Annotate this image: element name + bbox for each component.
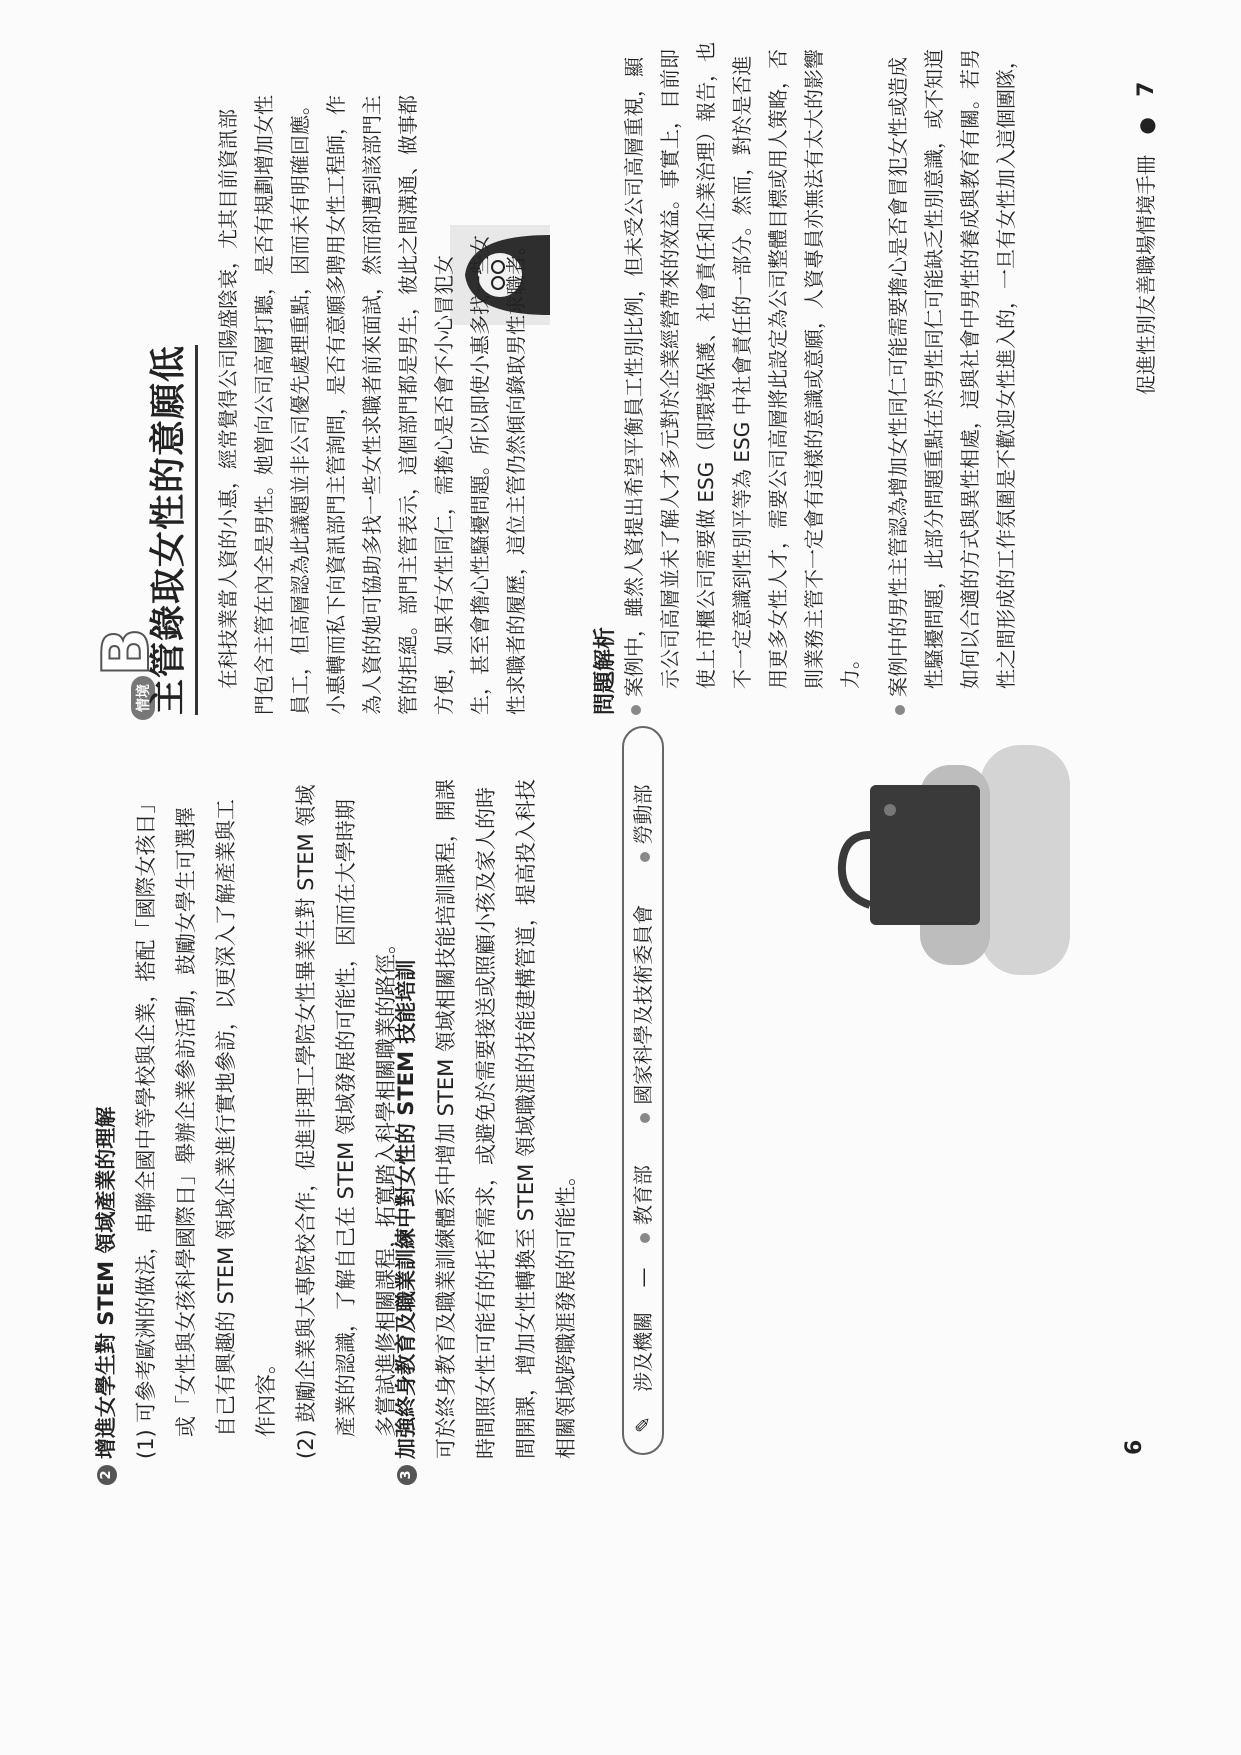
analysis-line: 則業務主管不一定會有這樣的意識或意願，人資專員亦無法有太大的影響力。 — [802, 49, 862, 689]
section-2-title: 增進女學生對 STEM 領域產業的理解 — [94, 1106, 118, 1459]
section-2-line: 或「女性與女孩科學國際日」舉辦企業參訪活動，鼓勵女學生可選擇 — [174, 807, 198, 1437]
footer-title-text: 促進性別友善職場情境手冊 — [1134, 155, 1158, 395]
analysis-line: 性騷擾問題，此部分問題重點在於男性同仁可能缺乏性別意識，或不知道 — [922, 49, 946, 689]
agencies-label: 涉及機關 — [631, 1311, 655, 1392]
scenario-line: 生，甚至會擔心性騷擾問題。所以即使小惠多找一些女 — [468, 235, 492, 715]
scenario-line: 性求職者的履歷，這位主管仍然傾向錄取男性求職者。 — [504, 235, 528, 715]
analysis-line: 如何以合適的方式與異性相處，這與社會中男性的養成與教育有關。若男 — [958, 49, 982, 689]
scenario-line: 管的拒絕。部門主管表示，這個部門都是男生，彼此之間溝通、做事都 — [396, 95, 420, 715]
section-2-heading — [86, 325, 126, 1485]
section-2-line: 作內容。 — [254, 1353, 278, 1437]
section-2-line: 多嘗試進修相關課程，拓寬踏入科學相關職業的路徑。 — [374, 933, 398, 1437]
scenario-line: 方便，如果有女性同仁，需擔心是否會不小心冒犯女 — [432, 255, 456, 715]
agency-item: 國家科學及技術委員會 — [631, 887, 655, 1123]
page-number-right: 7 — [1134, 81, 1159, 97]
section-number-badge: 3 — [397, 1465, 417, 1485]
analysis-line: 不一定意識到性別平等為 ESG 中社會責任的一部分。然而，對於是否進 — [730, 55, 754, 689]
footer-title — [1130, 82, 1159, 395]
section-2-line: (1) 可參考歐洲的做法，串聯全國中等學校與企業，搭配「國際女孩日」 — [134, 792, 158, 1459]
page-number-left: 6 — [1122, 1439, 1147, 1455]
analysis-line: 示公司高層並未了解人才多元對於企業經營帶來的效益。事實上，目前即 — [658, 49, 682, 689]
scenario-body — [210, 35, 534, 715]
pencil-icon: ✎ — [631, 1416, 655, 1433]
scenario-line: 門包含主管在內全是男性。她曾向公司高層打聽，是否有規劃增加女性 — [252, 95, 276, 715]
section-3-title: 加強終身教育及職業訓練中對女性的 STEM 技能培訓 — [394, 959, 418, 1459]
scenario-line: 小惠轉而私下向資訊部門主管詢問，是否有意願多聘用女性工程師，作 — [324, 95, 348, 715]
scenario-badge: 情境 — [131, 676, 155, 720]
section-3-line: 間開課，增加女性轉換至 STEM 領域職涯的技能建構管道，提高投入科技 — [514, 779, 538, 1459]
analysis-point-2 — [880, 35, 1024, 715]
scenario-line: 為人資的她可協助多找一些女性求職者前來面試，然而卻遭到該部門主 — [360, 95, 384, 715]
section-number-badge: 2 — [97, 1465, 117, 1485]
analysis-line: 案例中，雖然人資提出希望平衡員工性別比例，但未受公司高層重視，顯 — [616, 35, 652, 715]
section-2-line: 產業的認識，了解自己在 STEM 領域發展的可能性，因而在大學時期 — [334, 799, 358, 1437]
illustration-bag-legs — [830, 725, 1090, 985]
analysis-line: 使上市櫃公司需要做 ESG（即環境保護、社會責任和企業治理）報告，也 — [694, 41, 718, 689]
scenario-line: 在科技業當人資的小惠，經常覺得公司陽盛陰衰，尤其目前資訊部 — [216, 109, 240, 689]
agency-item: 勞動部 — [631, 766, 655, 862]
analysis-line: 用更多女性人才，需要公司高層將此設定為公司整體目標或用人策略，否 — [766, 49, 790, 689]
agencies-separator: — — [631, 1267, 655, 1288]
scenario-title: 主管錄取女性的意願低 — [140, 345, 198, 715]
footer-dot: ● — [1134, 117, 1158, 135]
analysis-body — [616, 35, 1024, 715]
agency-item: 教育部 — [631, 1147, 655, 1243]
analysis-point-1 — [616, 35, 868, 715]
scenario-letter: B — [90, 627, 164, 677]
analysis-line: 案例中的男性主管認為增加女性同仁可能需要擔心是否會冒犯女性或造成 — [880, 35, 916, 715]
analysis-title: 問題解析 — [593, 626, 618, 715]
analysis-line: 性之間形成的工作氛圍是不歡迎女性進入的，一旦有女性加入這個團隊， — [994, 49, 1018, 689]
section-3-line: 時間照女性可能有的托育需求，或避免於需要接送或照顧小孩及家人的時 — [474, 787, 498, 1459]
agencies-box — [622, 726, 664, 1455]
section-3-line: 相關領域跨職涯發展的可能性。 — [554, 1165, 578, 1459]
section-2-line: 自己有興趣的 STEM 領域企業進行實地參訪，以更深入了解產業與工 — [214, 799, 238, 1437]
scenario-line: 員工，但高層認為此議題並非公司優先處理重點，因而未有明確回應。 — [288, 95, 312, 715]
section-3-line: 可於終身教育及職業訓練體系中增加 STEM 領域相關技能培訓課程，開課 — [434, 779, 458, 1459]
section-2-line: (2) 鼓勵企業與大專院校合作，促進非理工學院女性畢業生對 STEM 領域 — [294, 784, 318, 1459]
